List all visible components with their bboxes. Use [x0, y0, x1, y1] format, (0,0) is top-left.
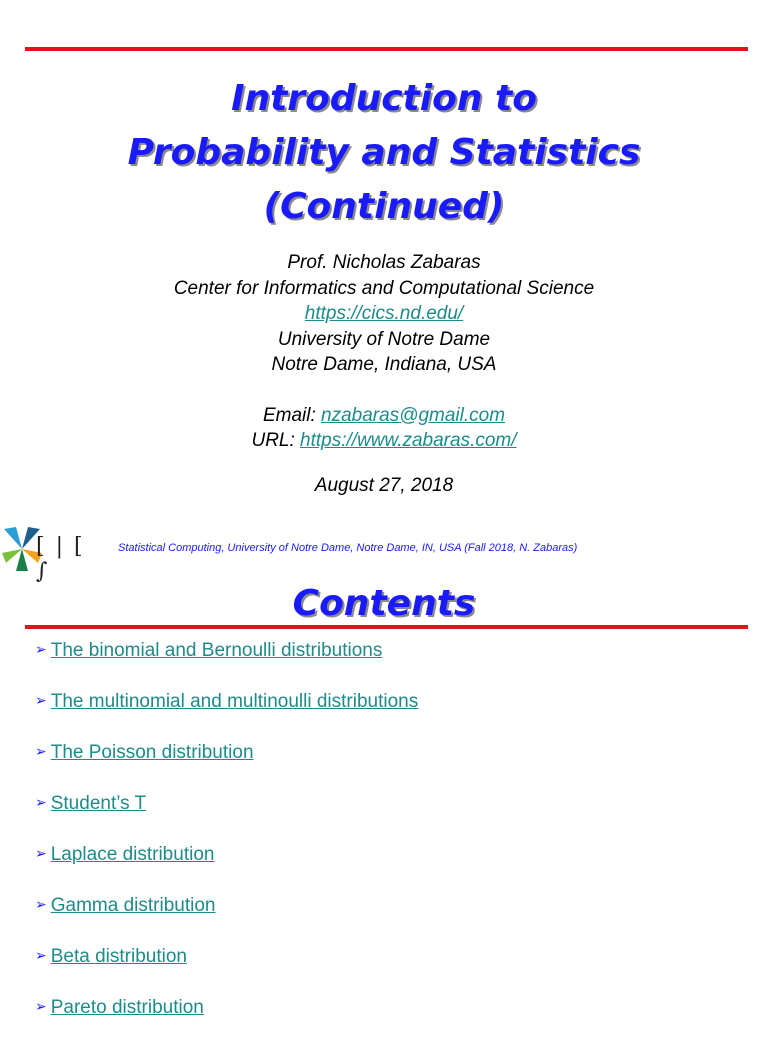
email-label: Email: — [262, 404, 322, 426]
toc-link[interactable]: Beta distribution — [50, 946, 187, 967]
logo-text: [ | [ ∫ — [36, 534, 85, 584]
toc-link[interactable]: The multinomial and multinoulli distributions — [50, 691, 419, 712]
title-line-2: Probability and Statistics — [127, 132, 641, 173]
arrow-bullet-icon: ➢ — [35, 794, 47, 810]
toc-link[interactable]: Laplace distribution — [50, 844, 215, 865]
list-item — [35, 895, 418, 946]
contents-title: Contents — [292, 583, 476, 624]
email-line — [0, 403, 768, 429]
arrow-bullet-icon: ➢ — [35, 641, 47, 657]
center-link[interactable]: https://cics.nd.edu/ — [304, 303, 464, 324]
list-item — [35, 742, 418, 793]
email-link[interactable]: nzabaras@gmail.com — [321, 404, 506, 426]
list-item — [35, 691, 418, 742]
cics-logo — [2, 524, 92, 584]
url-label: URL: — [251, 430, 301, 451]
slide-footer — [0, 520, 768, 584]
arrow-bullet-icon: ➢ — [35, 896, 47, 912]
list-item — [35, 946, 418, 997]
list-item — [35, 997, 418, 1048]
toc-link[interactable]: Gamma distribution — [50, 895, 216, 916]
footer-note: Statistical Computing, University of Notre Dame, Notre Dame, IN, USA (Fall 2018, N. Zabaras) — [118, 542, 578, 554]
author-name: Prof. Nicholas Zabaras — [287, 252, 481, 273]
main-title — [0, 72, 768, 234]
list-item — [35, 640, 418, 691]
arrow-bullet-icon: ➢ — [35, 998, 47, 1014]
slide-date: August 27, 2018 — [314, 474, 454, 496]
list-item — [35, 793, 418, 844]
arrow-bullet-icon: ➢ — [35, 692, 47, 708]
contents-red-rule — [25, 625, 748, 629]
arrow-bullet-icon: ➢ — [35, 743, 47, 759]
university-name: University of Notre Dame — [277, 328, 491, 350]
website-link[interactable]: https://www.zabaras.com/ — [300, 430, 517, 451]
title-line-1: Introduction to — [231, 78, 537, 119]
arrow-bullet-icon: ➢ — [35, 845, 47, 861]
author-block — [0, 250, 768, 498]
url-line — [0, 428, 768, 454]
toc-link[interactable]: Pareto distribution — [50, 997, 204, 1018]
list-item — [35, 844, 418, 895]
top-red-rule — [25, 47, 748, 51]
location: Notre Dame, Indiana, USA — [271, 354, 497, 375]
toc-link[interactable]: Student’s T — [50, 793, 147, 814]
center-name: Center for Informatics and Computational Science — [173, 277, 595, 299]
title-line-3: (Continued) — [263, 186, 505, 227]
toc-link[interactable]: The Poisson distribution — [50, 742, 254, 763]
toc-link[interactable]: The binomial and Bernoulli distributions — [50, 640, 383, 661]
arrow-bullet-icon: ➢ — [35, 947, 47, 963]
contents-list — [35, 640, 418, 1048]
